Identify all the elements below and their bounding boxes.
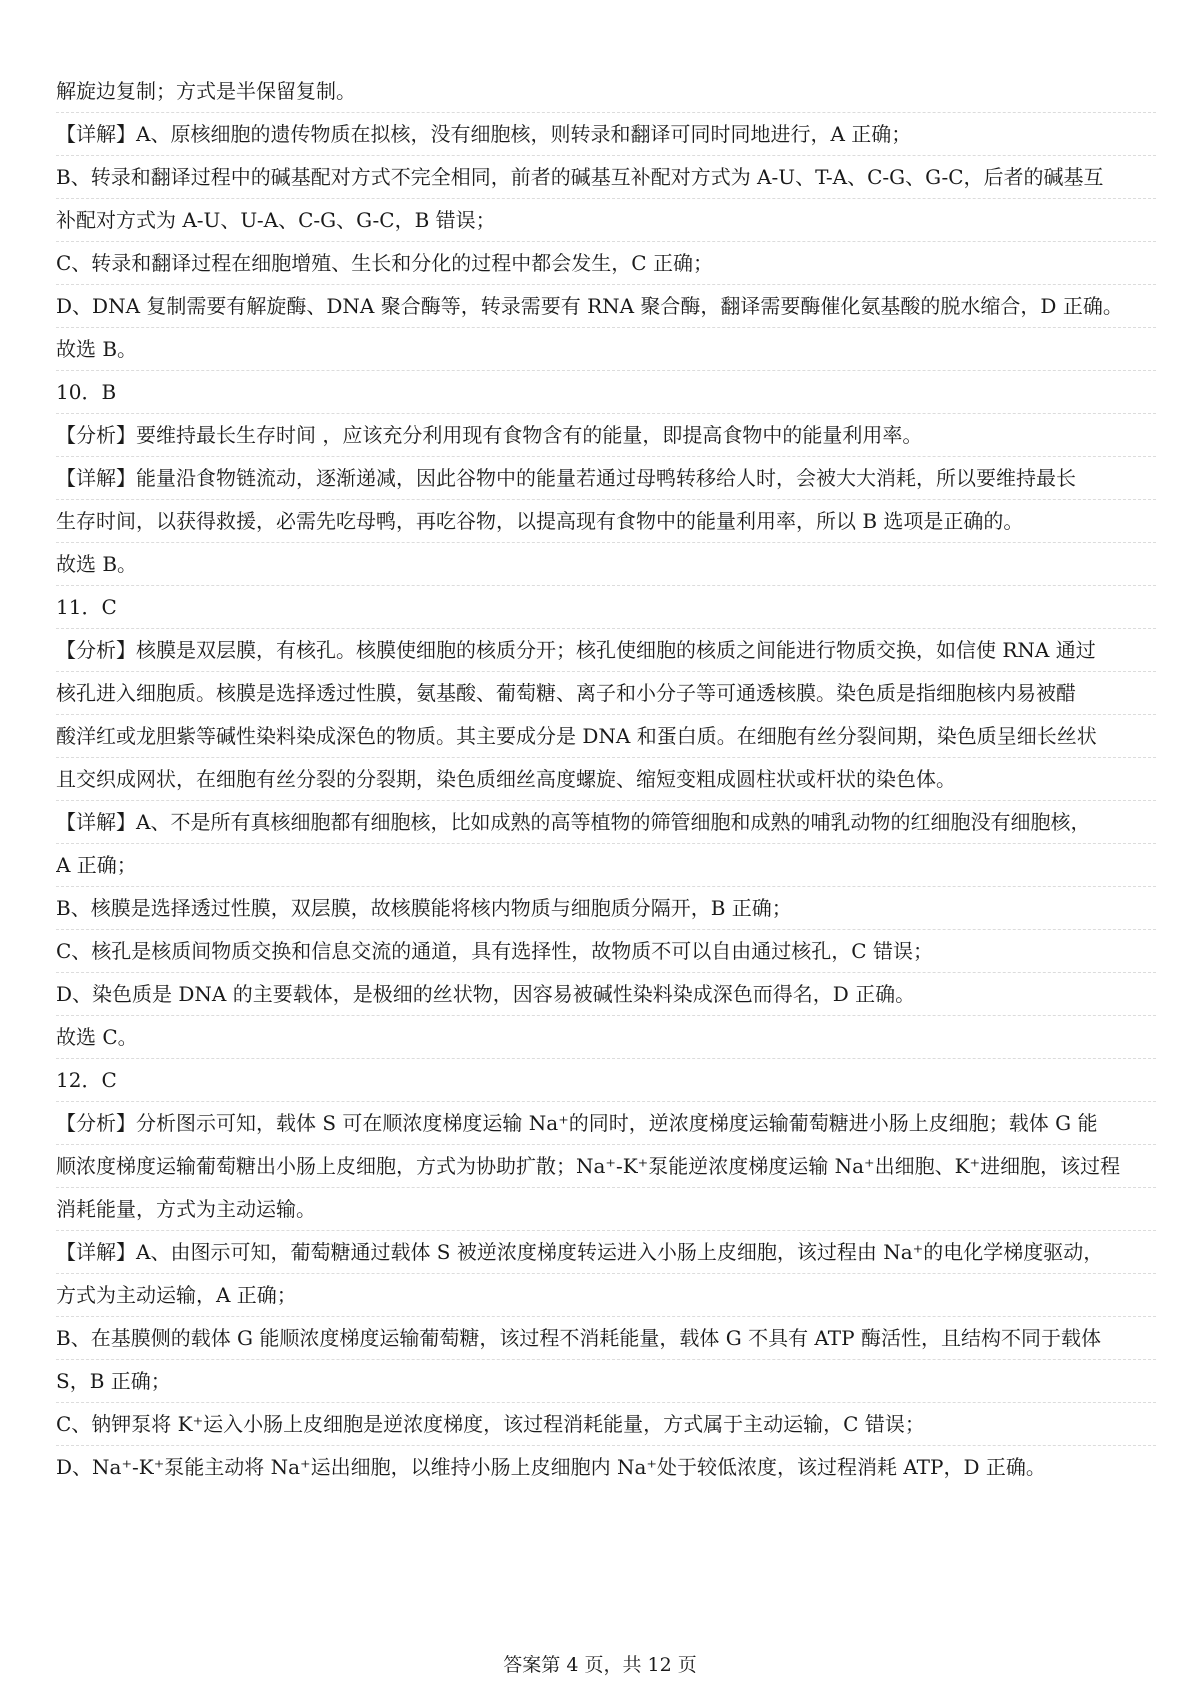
text-line: C、钠钾泵将 K⁺运入小肠上皮细胞是逆浓度梯度，该过程消耗能量，方式属于主动运输，C 错误； xyxy=(56,1403,1156,1446)
text-line: B、转录和翻译过程中的碱基配对方式不完全相同，前者的碱基互补配对方式为 A-U、T-A、C-G、G-C，后者的碱基互 xyxy=(56,156,1156,199)
text-line: 故选 B。 xyxy=(56,328,1156,371)
text-line: 顺浓度梯度运输葡萄糖出小肠上皮细胞，方式为协助扩散；Na⁺-K⁺泵能逆浓度梯度运输 Na⁺出细胞、K⁺进细胞，该过程 xyxy=(56,1145,1156,1188)
text-line: D、染色质是 DNA 的主要载体，是极细的丝状物，因容易被碱性染料染成深色而得名，D 正确。 xyxy=(56,973,1156,1016)
text-line: 10．B xyxy=(56,371,1156,414)
text-line: 消耗能量，方式为主动运输。 xyxy=(56,1188,1156,1231)
text-line: 解旋边复制；方式是半保留复制。 xyxy=(56,70,1156,113)
text-line: 【详解】A、由图示可知，葡萄糖通过载体 S 被逆浓度梯度转运进入小肠上皮细胞，该过程由 Na⁺的电化学梯度驱动， xyxy=(56,1231,1156,1274)
text-line: 酸洋红或龙胆紫等碱性染料染成深色的物质。其主要成分是 DNA 和蛋白质。在细胞有丝分裂间期，染色质呈细长丝状 xyxy=(56,715,1156,758)
text-line: B、在基膜侧的载体 G 能顺浓度梯度运输葡萄糖，该过程不消耗能量，载体 G 不具有 ATP 酶活性，且结构不同于载体 xyxy=(56,1317,1156,1360)
text-line: 【分析】核膜是双层膜，有核孔。核膜使细胞的核质分开；核孔使细胞的核质之间能进行物质交换，如信使 RNA 通过 xyxy=(56,629,1156,672)
text-line: C、转录和翻译过程在细胞增殖、生长和分化的过程中都会发生，C 正确； xyxy=(56,242,1156,285)
text-line: 故选 C。 xyxy=(56,1016,1156,1059)
text-line: 且交织成网状，在细胞有丝分裂的分裂期，染色质细丝高度螺旋、缩短变粗成圆柱状或杆状的染色体。 xyxy=(56,758,1156,801)
text-line: 生存时间，以获得救援，必需先吃母鸭，再吃谷物，以提高现有食物中的能量利用率，所以 B 选项是正确的。 xyxy=(56,500,1156,543)
text-line: C、核孔是核质间物质交换和信息交流的通道，具有选择性，故物质不可以自由通过核孔，C 错误； xyxy=(56,930,1156,973)
page-footer: 答案第 4 页，共 12 页 xyxy=(503,1654,697,1676)
text-line: 【分析】要维持最长生存时间 ，应该充分利用现有食物含有的能量，即提高食物中的能量利用率。 xyxy=(56,414,1156,457)
text-line: D、Na⁺-K⁺泵能主动将 Na⁺运出细胞，以维持小肠上皮细胞内 Na⁺处于较低浓度，该过程消耗 ATP，D 正确。 xyxy=(56,1455,1046,1479)
text-line: D、DNA 复制需要有解旋酶、DNA 聚合酶等，转录需要有 RNA 聚合酶，翻译需要酶催化氨基酸的脱水缩合，D 正确。 xyxy=(56,285,1156,328)
text-line: 补配对方式为 A-U、U-A、C-G、G-C，B 错误； xyxy=(56,199,1156,242)
text-line: S，B 正确； xyxy=(56,1360,1156,1403)
text-line: 12．C xyxy=(56,1059,1156,1102)
text-line: 【详解】A、不是所有真核细胞都有细胞核，比如成熟的高等植物的筛管细胞和成熟的哺乳动物的红细胞没有细胞核， xyxy=(56,801,1156,844)
text-line: 【分析】分析图示可知，载体 S 可在顺浓度梯度运输 Na⁺的同时，逆浓度梯度运输葡萄糖进小肠上皮细胞；载体 G 能 xyxy=(56,1102,1156,1145)
text-line: A 正确； xyxy=(56,844,1156,887)
text-line: 故选 B。 xyxy=(56,543,1156,586)
text-line: 【详解】A、原核细胞的遗传物质在拟核，没有细胞核，则转录和翻译可同时同地进行，A 正确； xyxy=(56,113,1156,156)
text-line: 【详解】能量沿食物链流动，逐渐递减，因此谷物中的能量若通过母鸭转移给人时，会被大大消耗，所以要维持最长 xyxy=(56,457,1156,500)
answer-text-body xyxy=(56,70,1156,1488)
text-line: B、核膜是选择透过性膜，双层膜，故核膜能将核内物质与细胞质分隔开，B 正确； xyxy=(56,887,1156,930)
text-line: 11．C xyxy=(56,586,1156,629)
text-line: 方式为主动运输，A 正确； xyxy=(56,1274,1156,1317)
text-line: 核孔进入细胞质。核膜是选择透过性膜，氨基酸、葡萄糖、离子和小分子等可通透核膜。染色质是指细胞核内易被醋 xyxy=(56,672,1156,715)
